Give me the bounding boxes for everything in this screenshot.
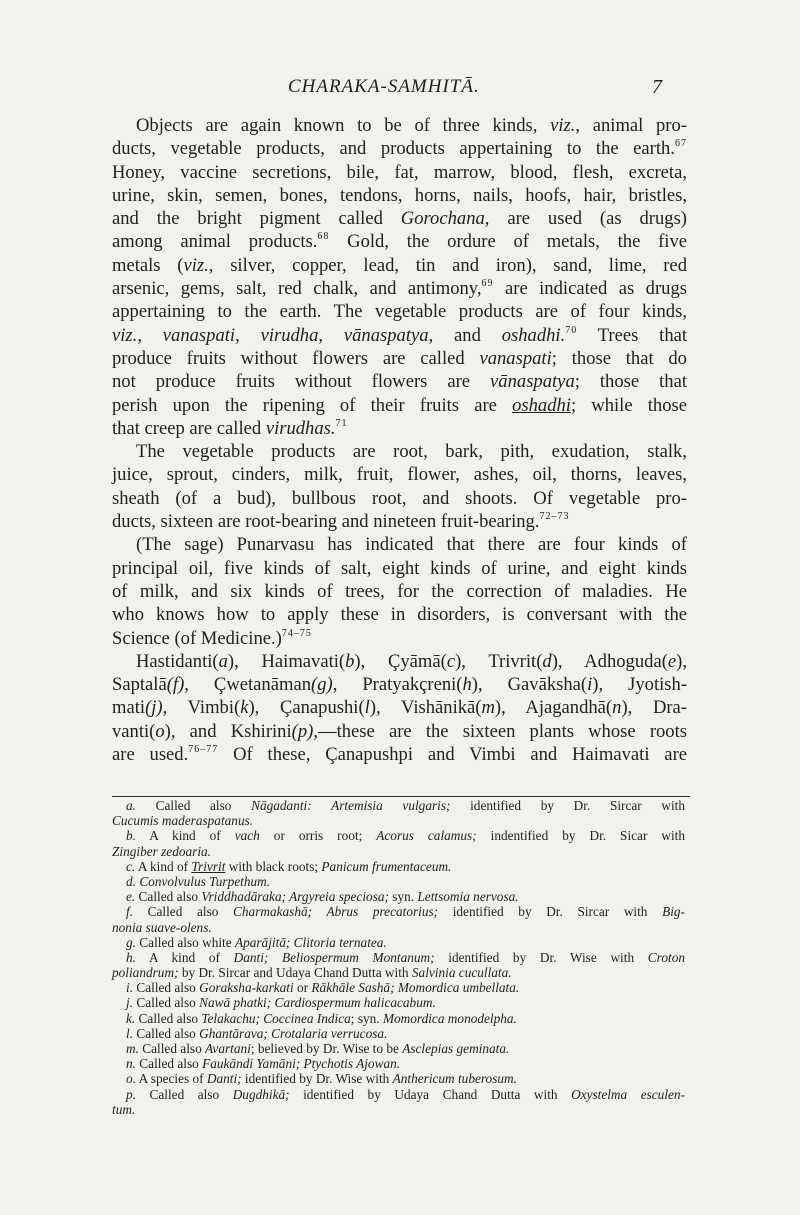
text-line xyxy=(112,161,687,184)
text-run: ), Dra- xyxy=(621,697,688,719)
italic-run: c xyxy=(446,650,456,672)
footnote-label: l. xyxy=(126,1025,134,1041)
underlined-italic-run: Trivrit xyxy=(191,858,226,874)
italic-run: a xyxy=(218,650,228,672)
text-run: by Dr. Sircar and Udaya Chand Dutta with xyxy=(178,965,412,981)
text-run: ), Haimavati( xyxy=(227,650,346,672)
italic-run: vach xyxy=(234,828,260,844)
italic-run: Gorochana xyxy=(400,208,485,230)
text-run: identified by Dr. Wise with xyxy=(241,1071,393,1087)
italic-run: (f) xyxy=(166,674,185,696)
text-run: vanti( xyxy=(112,720,156,742)
verse-reference: 70 xyxy=(565,324,578,336)
verse-reference: 76–77 xyxy=(188,744,219,756)
text-run: , xyxy=(235,324,261,346)
text-run: Called also xyxy=(135,1010,202,1026)
main-text xyxy=(112,114,687,766)
italic-run: n xyxy=(612,697,622,719)
text-line xyxy=(112,347,687,370)
italic-run: Ghantārava; Crotalaria verrucosa. xyxy=(199,1025,388,1041)
text-line xyxy=(112,533,687,556)
italic-run: virudha xyxy=(260,324,319,346)
text-line xyxy=(112,184,687,207)
text-run: A kind of xyxy=(135,828,235,844)
footnote xyxy=(112,904,685,934)
italic-run: Faukāndi Yamāni; Ptychotis Ajowan. xyxy=(202,1056,401,1072)
footnote xyxy=(112,874,685,889)
italic-run: o xyxy=(155,720,165,742)
text-line xyxy=(112,394,687,417)
text-run: urine, skin, semen, bones, tendons, horns, nails, hoofs, hair, bristles, xyxy=(112,184,687,206)
italic-run: Salvinia cucullata. xyxy=(411,965,512,981)
text-run: not produce fruits without flowers are xyxy=(112,371,491,393)
footnote-label: j. xyxy=(126,995,134,1011)
italic-run: viz. xyxy=(112,324,138,346)
paragraph xyxy=(112,650,687,766)
text-run: Called also xyxy=(133,995,200,1011)
footnote-label: n. xyxy=(126,1056,136,1072)
footnote-line xyxy=(112,995,685,1010)
text-line xyxy=(112,114,687,137)
footnote xyxy=(112,950,685,980)
text-run: Called also xyxy=(133,980,200,996)
footnote-line xyxy=(112,1011,685,1026)
text-run: ), Adhoguda( xyxy=(551,650,668,672)
italic-run: (p) xyxy=(291,720,314,742)
footnote-divider xyxy=(112,796,690,797)
text-run: identified by Dr. Sircar with xyxy=(438,904,663,920)
verse-reference: 72–73 xyxy=(539,511,570,523)
text-run: Trees that xyxy=(577,324,688,346)
text-run: Called also xyxy=(135,1086,233,1102)
paragraph xyxy=(112,440,687,533)
italic-run: virudhas. xyxy=(265,417,336,439)
text-run: metals ( xyxy=(112,254,184,276)
italic-run: Vriddhadāraka; Argyreia speciosa; xyxy=(201,889,389,905)
footnote xyxy=(112,1087,685,1117)
italic-run: Telakachu; xyxy=(201,1010,260,1026)
text-line xyxy=(112,743,687,766)
footnote xyxy=(112,1071,685,1086)
italic-run: Panicum frumentaceum. xyxy=(321,858,452,874)
text-line xyxy=(112,580,687,603)
text-run: are indicated as drugs xyxy=(493,278,687,300)
italic-run: h xyxy=(462,674,472,696)
footnote-line xyxy=(112,980,685,995)
text-run: , are used (as drugs) xyxy=(484,208,687,230)
italic-run: Dugdhikā; xyxy=(232,1086,290,1102)
footnote xyxy=(112,995,685,1010)
text-run: arsenic, gems, salt, red chalk, and antimony, xyxy=(112,278,482,300)
text-run: ), and Kshirini xyxy=(164,720,292,742)
italic-run: Croton xyxy=(647,949,685,965)
verse-reference: 67 xyxy=(675,138,687,150)
footnote-label: g. xyxy=(126,934,136,950)
footnote-label: a. xyxy=(126,798,136,813)
text-line xyxy=(112,696,687,719)
footnote-line xyxy=(112,920,685,935)
footnote xyxy=(112,798,685,828)
footnote-line xyxy=(112,889,685,904)
footnotes xyxy=(112,798,685,1117)
text-run: A species of xyxy=(135,1071,207,1087)
italic-run: Asclepias geminata. xyxy=(402,1041,510,1056)
footnote-line xyxy=(112,1071,685,1086)
footnote-line xyxy=(112,813,685,828)
italic-run: Danti; xyxy=(206,1071,242,1087)
italic-run: (j) xyxy=(145,697,163,719)
italic-run: Acorus calamus; xyxy=(376,828,477,844)
text-line xyxy=(112,300,687,323)
text-run: Saptalā xyxy=(112,674,167,696)
footnote xyxy=(112,1041,685,1056)
text-run: ; those that xyxy=(574,371,688,393)
text-run: mati xyxy=(112,697,146,719)
italic-run: Danti; Beliospermum Montanum; xyxy=(233,949,435,965)
footnote-label: m. xyxy=(126,1041,139,1056)
underlined-italic-run: oshadhi xyxy=(512,394,571,416)
footnote-label: o. xyxy=(126,1071,136,1087)
text-run: identified by Dr. Wise with xyxy=(434,949,648,965)
text-run: Objects are again known to be of three kinds, xyxy=(136,115,551,136)
italic-run: oshadhi. xyxy=(501,324,566,346)
text-run: , Pratyakçreni( xyxy=(332,674,463,696)
italic-run: tum. xyxy=(112,1101,136,1117)
text-run: Called also xyxy=(133,1025,200,1041)
italic-run: Charmakashā; Abrus precatorius; xyxy=(233,904,439,920)
footnote-line xyxy=(112,1087,685,1102)
text-run: ; while those xyxy=(570,394,687,416)
footnote-label: b. xyxy=(126,828,136,844)
italic-run: Zingiber zedoaria. xyxy=(112,843,211,859)
italic-run: viz. xyxy=(550,115,576,136)
running-title: CHARAKA-SAMHITĀ. xyxy=(288,76,480,97)
italic-run: k xyxy=(240,697,249,719)
text-run: , xyxy=(137,324,163,346)
footnote-line xyxy=(112,965,685,980)
text-line xyxy=(112,137,687,160)
italic-run: Avartani xyxy=(205,1041,251,1056)
text-run: ), Gavāksha( xyxy=(471,674,588,696)
text-run: , animal pro- xyxy=(575,115,687,136)
italic-run: l xyxy=(364,697,370,719)
text-run: who knows how to apply these in disorders, is conversant with the xyxy=(112,604,687,626)
italic-run: Big- xyxy=(662,904,685,920)
text-run: Of these, Çanapushpi and Vimbi and Haimavati are xyxy=(218,744,688,766)
footnote-line xyxy=(112,1056,685,1071)
italic-run: Aparājitā; Clitoria ternatea. xyxy=(234,934,387,950)
footnote xyxy=(112,828,685,858)
italic-run: Rākhāle Sashā; Momordica umbellata. xyxy=(311,980,520,996)
italic-run: vanaspati xyxy=(162,324,236,346)
footnote-line xyxy=(112,798,685,813)
text-run: Called also xyxy=(138,1041,206,1056)
text-run: Called also xyxy=(133,904,234,920)
italic-run: d xyxy=(542,650,552,672)
footnote-line xyxy=(112,1026,685,1041)
text-line xyxy=(112,487,687,510)
text-run: A kind of xyxy=(135,858,192,874)
footnote-line xyxy=(112,859,685,874)
footnote xyxy=(112,935,685,950)
text-run: ), Jyotish- xyxy=(592,674,688,696)
text-run: syn. xyxy=(388,889,418,905)
text-run: ; those that do xyxy=(551,347,687,369)
footnote-line xyxy=(112,904,685,919)
text-run: Called also xyxy=(135,889,202,905)
text-run: identified by Udaya Chand Dutta with xyxy=(289,1086,572,1102)
text-line xyxy=(112,277,687,300)
text-line xyxy=(112,207,687,230)
text-run: The vegetable products are root, bark, pith, exudation, stalk, xyxy=(136,441,687,463)
text-run: indentified by Dr. Sicar with xyxy=(476,828,685,844)
italic-run: (g) xyxy=(311,674,333,696)
text-run: ), xyxy=(676,650,687,672)
italic-run: Oxystelma esculen- xyxy=(571,1086,686,1102)
footnote-line xyxy=(112,1102,685,1117)
text-run: (The sage) Punarvasu has indicated that there are four kinds of xyxy=(136,534,687,556)
footnote xyxy=(112,859,685,874)
text-run: Called also xyxy=(135,1056,203,1072)
footnote-label: p. xyxy=(126,1086,136,1102)
text-run: ), Çyāmā( xyxy=(354,650,447,672)
text-line xyxy=(112,463,687,486)
text-run: , Çwetanāman xyxy=(184,674,311,696)
text-run: Hastidanti( xyxy=(136,650,219,672)
italic-run: Lettsomia nervosa. xyxy=(417,889,519,905)
text-run: ducts, vegetable products, and products appertaining to the earth. xyxy=(112,138,675,160)
text-run: perish upon the ripening of their fruits are xyxy=(112,394,513,416)
text-line xyxy=(112,370,687,393)
footnote-label: i. xyxy=(126,980,134,996)
text-run: juice, sprout, cinders, milk, fruit, flower, ashes, oil, thorns, leaves, xyxy=(112,464,687,486)
text-run: A kind of xyxy=(135,949,234,965)
italic-run: Goraksha-karkati xyxy=(199,980,294,996)
text-run: ,—these are the sixteen plants whose roots xyxy=(313,720,688,742)
text-line xyxy=(112,627,687,650)
italic-run: Nawā phatki; Cardiospermum halicacabum. xyxy=(199,995,436,1011)
footnote-line xyxy=(112,950,685,965)
footnote-label: f. xyxy=(126,904,134,920)
running-header xyxy=(0,76,800,100)
text-line xyxy=(112,230,687,253)
verse-reference: 74–75 xyxy=(281,627,312,639)
footnote-line xyxy=(112,874,685,889)
footnote-label: h. xyxy=(126,949,136,965)
text-run: ; believed by Dr. Wise to be xyxy=(250,1041,403,1056)
text-line xyxy=(112,254,687,277)
text-run: among animal products. xyxy=(112,231,318,253)
italic-run: Nāgadanti: Artemisia vulgaris; xyxy=(251,798,451,813)
text-run: identified by Dr. Sircar with xyxy=(450,798,685,813)
text-run: principal oil, five kinds of salt, eight kinds of urine, and eight kinds xyxy=(112,557,687,579)
italic-run: Cucumis maderaspatanus. xyxy=(112,813,254,829)
italic-run: nonia suave-olens. xyxy=(112,919,212,935)
text-run: Called also xyxy=(135,798,252,813)
text-run: with black roots; xyxy=(225,858,322,874)
italic-run: vānaspatya xyxy=(490,371,575,393)
text-run: Science (of Medicine.) xyxy=(112,627,282,649)
italic-run: poliandrum; xyxy=(112,965,179,981)
verse-reference: 69 xyxy=(481,278,494,290)
italic-run: e xyxy=(667,650,677,672)
text-run: that creep are called xyxy=(112,417,266,439)
text-run: and the bright pigment called xyxy=(112,208,401,230)
footnote-line xyxy=(112,1041,685,1056)
text-line xyxy=(112,650,687,673)
text-run: ), Ajagandhā( xyxy=(494,697,613,719)
text-run: or xyxy=(293,980,312,996)
italic-run: Anthericum tuberosum. xyxy=(392,1071,517,1087)
footnote xyxy=(112,1011,685,1026)
footnote xyxy=(112,980,685,995)
text-run: or orris root; xyxy=(259,828,377,844)
text-run: sheath (of a bud), bullbous root, and shoots. Of vegetable pro- xyxy=(112,487,687,509)
text-line xyxy=(112,720,687,743)
italic-run: viz., xyxy=(183,254,214,276)
italic-run: b xyxy=(345,650,355,672)
text-line xyxy=(112,557,687,580)
text-run: , xyxy=(318,324,344,346)
text-run: ), Vishānikā( xyxy=(369,697,482,719)
text-run: ), Çanapushi( xyxy=(248,697,365,719)
text-line xyxy=(112,673,687,696)
text-line xyxy=(112,603,687,626)
text-run: silver, copper, lead, tin and iron), sand, lime, red xyxy=(213,254,687,276)
italic-run: Convolvulus Turpethum. xyxy=(139,873,271,889)
footnote-line xyxy=(112,844,685,859)
text-line xyxy=(112,510,687,533)
text-run: of milk, and six kinds of trees, for the correction of maladies. He xyxy=(112,580,687,602)
text-run: ), Trivrit( xyxy=(455,650,543,672)
page-number: 7 xyxy=(652,76,662,98)
footnote xyxy=(112,889,685,904)
text-run: , and xyxy=(428,324,502,346)
text-run: ducts, sixteen are root-bearing and nineteen fruit-bearing. xyxy=(112,511,540,533)
text-run: , Vimbi( xyxy=(162,697,241,719)
footnote-label: d. xyxy=(126,873,136,889)
footnote-line xyxy=(112,828,685,843)
paragraph xyxy=(112,114,687,440)
text-line xyxy=(112,440,687,463)
text-line xyxy=(112,324,687,347)
text-run: Gold, the ordure of metals, the five xyxy=(329,231,687,253)
footnote xyxy=(112,1056,685,1071)
text-run: Called also white xyxy=(135,934,235,950)
italic-run: m xyxy=(481,697,495,719)
text-line xyxy=(112,417,687,440)
footnote-label: k. xyxy=(126,1010,136,1026)
italic-run: i xyxy=(587,674,593,696)
footnote-label: e. xyxy=(126,889,136,905)
text-run: produce fruits without flowers are called xyxy=(112,347,480,369)
footnote xyxy=(112,1026,685,1041)
italic-run: Momordica monodelpha. xyxy=(382,1010,517,1026)
text-run: are used. xyxy=(112,744,189,766)
paragraph xyxy=(112,533,687,649)
italic-run: vānaspatya xyxy=(343,324,429,346)
text-run: Honey, vaccine secretions, bile, fat, marrow, blood, flesh, excreta, xyxy=(112,161,687,183)
footnote-label: c. xyxy=(126,858,136,874)
footnote-line xyxy=(112,935,685,950)
italic-run: Coccinea Indica xyxy=(263,1010,351,1026)
verse-reference: 68 xyxy=(317,231,330,243)
text-run: appertaining to the earth. The vegetable products are of four kinds, xyxy=(112,301,687,323)
verse-reference: 71 xyxy=(335,417,348,429)
text-run: ; syn. xyxy=(350,1010,383,1026)
italic-run: vanaspati xyxy=(479,347,552,369)
